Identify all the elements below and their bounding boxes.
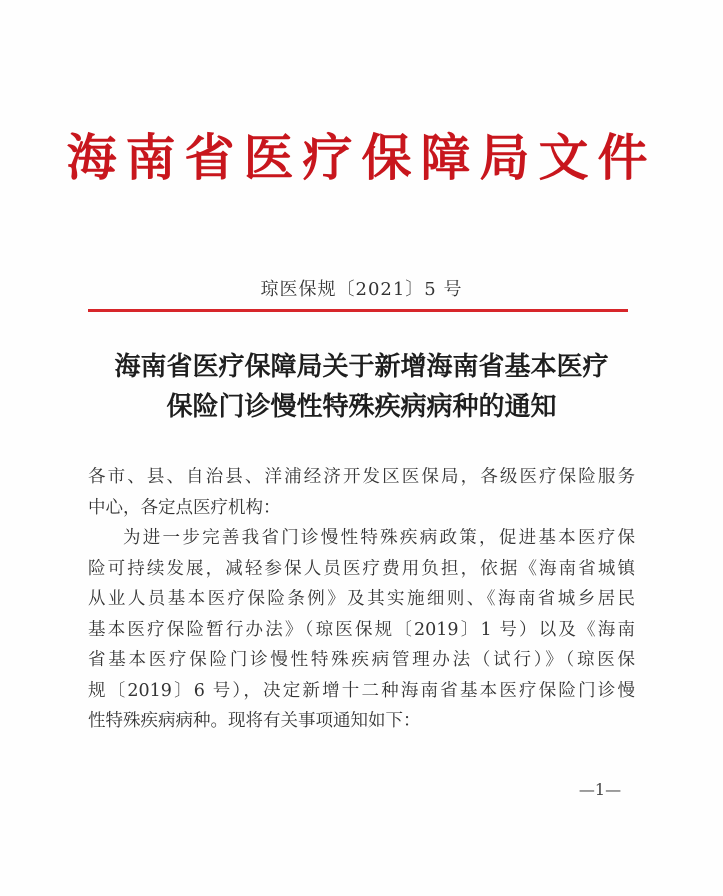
- document-body: [88, 462, 635, 737]
- paragraph-line-2: 险可持续发展，减轻参保人员医疗费用负担，依据《海南省城镇: [88, 558, 635, 579]
- red-divider-line: [88, 309, 628, 312]
- addressee-line-1: 各市、县、自治县、洋浦经济开发区医保局，各级医疗保险服务: [88, 467, 635, 487]
- issuing-authority-header: 海南省医疗保障局文件: [66, 128, 657, 187]
- paragraph-line-6: 规〔2019〕6 号），决定新增十二种海南省基本医疗保险门诊慢: [88, 680, 635, 701]
- paragraph-line-1: 为进一步完善我省门诊慢性特殊疾病政策，促进基本医疗保: [123, 528, 635, 548]
- title-line-2: 保险门诊慢性特殊疾病病种的通知: [166, 392, 557, 422]
- paragraph-line-5: 省基本医疗保险门诊慢性特殊疾病管理办法（试行）》（琼医保: [88, 650, 635, 670]
- page-number: —1—: [578, 780, 622, 799]
- paragraph-line-4: 基本医疗保险暂行办法》（琼医保规〔2019〕1 号）以及《海南: [88, 619, 635, 640]
- addressee-line-2: 中心，各定点医疗机构：: [88, 497, 281, 518]
- paragraph-line-3: 从业人员基本医疗保险条例》及其实施细则、《海南省城乡居民: [88, 589, 635, 609]
- document-title: [60, 347, 663, 427]
- document-number: 琼医保规〔2021〕5 号: [260, 279, 463, 300]
- title-line-1: 海南省医疗保障局关于新增海南省基本医疗: [114, 352, 609, 382]
- paragraph-line-7: 性特殊疾病病种。现将有关事项通知如下：: [88, 711, 421, 731]
